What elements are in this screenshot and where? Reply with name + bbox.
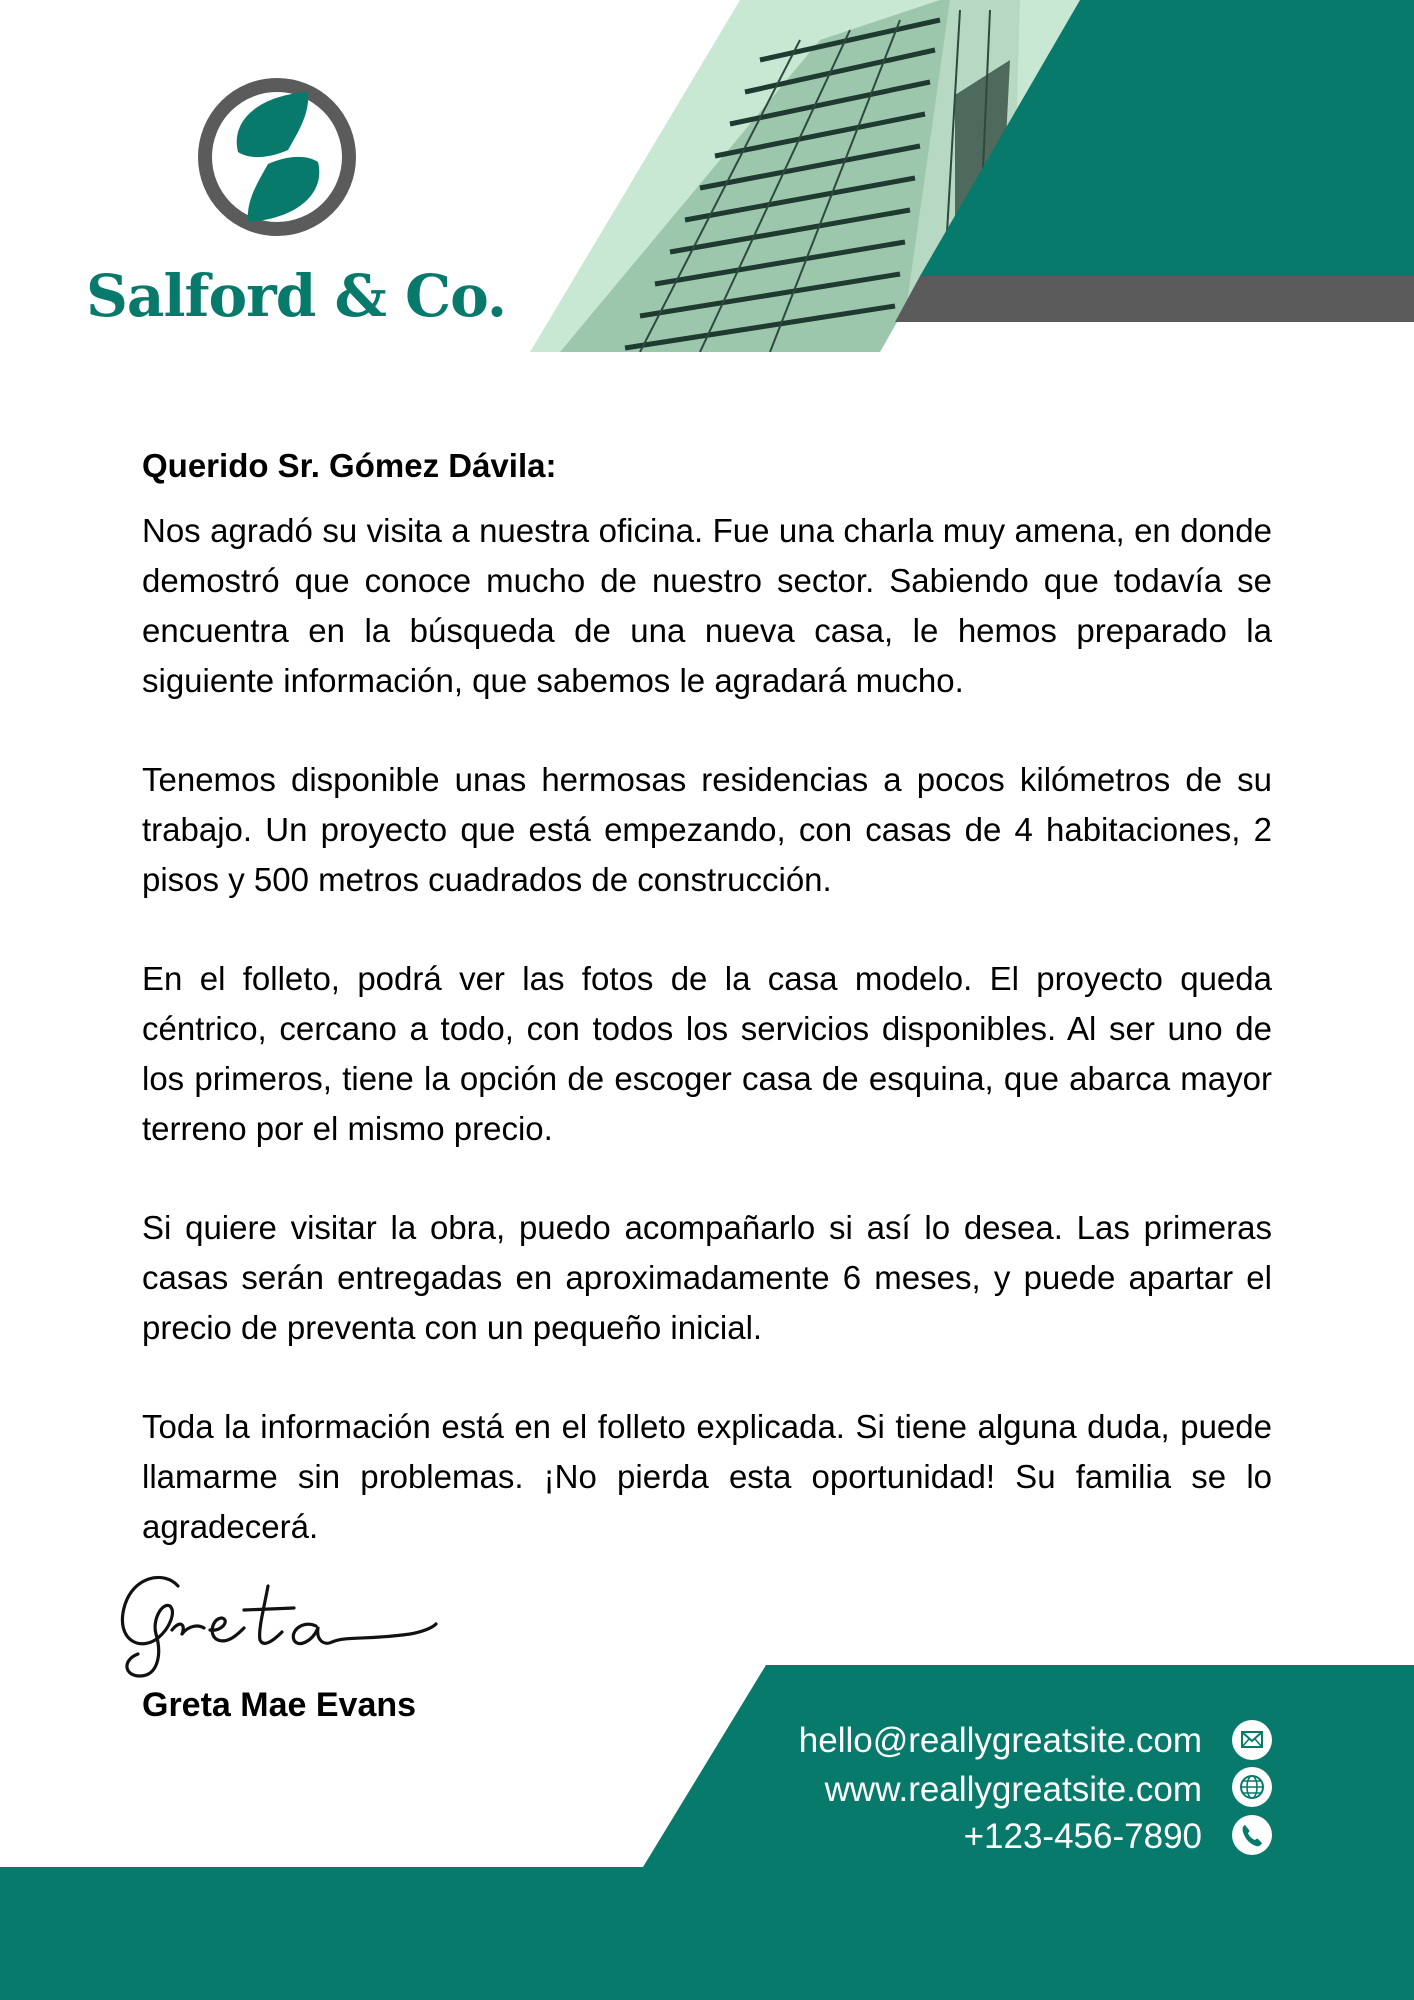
company-logo-icon	[190, 70, 370, 250]
letter-paragraph: Tenemos disponible unas hermosas residencias a pocos kilómetros de su trabajo. Un proyecto que está empezando, con casas de 4 habitaciones, 2 pisos y 500 metros cuadrados de construcción.	[142, 761, 1272, 898]
letter-body	[142, 440, 1272, 1601]
letter-paragraph: En el folleto, podrá ver las fotos de la casa modelo. El proyecto queda céntrico, cercano a todo, con todos los servicios disponibles. Al ser uno de los primeros, tiene la opción de escoger casa de esquina, que abarca mayor terreno por el mismo precio.	[142, 960, 1272, 1147]
letter-paragraph: Nos agradó su visita a nuestra oficina. Fue una charla muy amena, en donde demostró que conoce mucho de nuestro sector. Sabiendo que todavía se encuentra en la búsqueda de una nueva casa, le hemos preparado la siguiente información, que sabemos le agradará mucho.	[142, 512, 1272, 699]
email-link[interactable]: hello@reallygreatsite.com	[798, 1721, 1202, 1760]
company-name: Salford & Co.	[86, 262, 507, 330]
globe-icon	[1231, 1766, 1273, 1808]
phone-link[interactable]: +123-456-7890	[963, 1817, 1202, 1856]
header-gray-band	[895, 276, 1414, 322]
signer-name: Greta Mae Evans	[142, 1686, 417, 1724]
phone-icon	[1231, 1814, 1273, 1856]
website-link[interactable]: www.reallygreatsite.com	[824, 1770, 1202, 1809]
envelope-icon	[1231, 1719, 1273, 1761]
letter-paragraph: Toda la información está en el folleto explicada. Si tiene alguna duda, puede llamarme sin problemas. ¡No pierda esta oportunidad! Su familia se lo agradecerá.	[142, 1408, 1272, 1545]
salutation: Querido Sr. Gómez Dávila:	[142, 447, 557, 484]
letter-paragraph: Si quiere visitar la obra, puedo acompañarlo si así lo desea. Las primeras casas serán entregadas en aproximadamente 6 meses, y puede apartar el precio de preventa con un pequeño inicial.	[142, 1209, 1272, 1346]
